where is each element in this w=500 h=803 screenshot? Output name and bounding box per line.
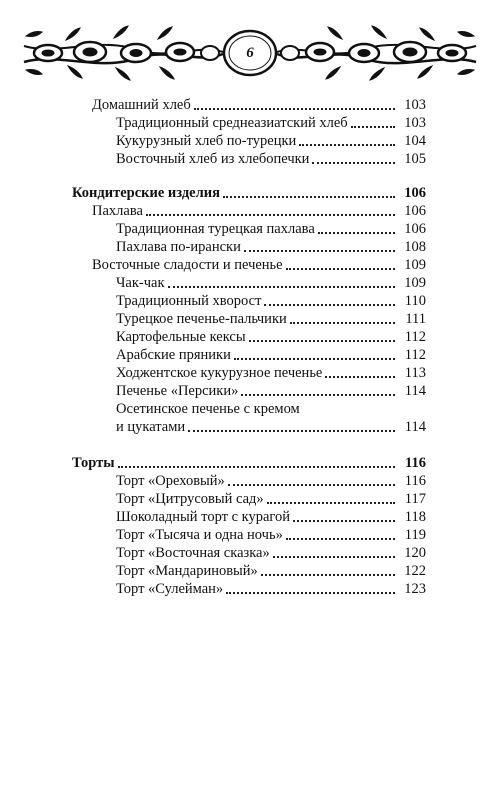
toc-entry-label: Восточные сладости и печенье — [92, 257, 283, 273]
toc-entry-label: Кукурузный хлеб по-турецки — [116, 133, 297, 149]
dot-leader — [188, 429, 395, 432]
toc-entry-page: 112 — [404, 329, 426, 345]
toc-entry — [116, 112, 426, 132]
toc-entry — [116, 488, 426, 508]
toc-entry-page: 104 — [404, 133, 426, 149]
toc-entry-label: Турецкое печенье-пальчики — [116, 311, 287, 327]
dot-leader — [228, 483, 395, 486]
toc-entry-page: 106 — [404, 203, 426, 219]
dot-leader — [325, 375, 395, 378]
toc-entry — [116, 130, 426, 150]
toc-entry-page: 116 — [404, 473, 426, 489]
toc-entry — [116, 148, 426, 168]
toc-entry-label: Печенье «Персики» — [116, 383, 239, 399]
dot-leader — [273, 555, 395, 558]
toc-entry-label: Торт «Мандариновый» — [116, 563, 258, 579]
toc-entry-page: 103 — [404, 115, 426, 131]
toc-entry-label: Традиционная турецкая пахлава — [116, 221, 315, 237]
toc-entry — [116, 560, 426, 580]
dot-leader — [194, 107, 395, 110]
dot-leader — [261, 573, 395, 576]
toc-entry — [92, 254, 426, 274]
toc-section-heading — [72, 182, 426, 202]
toc-entry — [116, 470, 426, 490]
toc-entry — [116, 326, 426, 346]
toc-entry-label: Торт «Сулейман» — [116, 581, 224, 597]
dot-leader — [241, 393, 395, 396]
toc-entry-label: Пахлава по-ирански — [116, 239, 241, 255]
toc-entry-page: 105 — [404, 151, 426, 167]
dot-leader — [244, 249, 395, 252]
toc-entry-page: 109 — [404, 257, 426, 273]
toc-entry-page: 123 — [404, 581, 426, 597]
dot-leader — [290, 321, 395, 324]
toc-entry-label: и цукатами — [116, 419, 186, 435]
toc-entry-page: 112 — [404, 347, 426, 363]
toc-entry-label: Торты — [72, 455, 115, 471]
toc-entry — [116, 506, 426, 526]
toc-entry-page: 114 — [404, 419, 426, 435]
toc-entry-page: 111 — [405, 311, 426, 327]
toc-entry — [116, 218, 426, 238]
toc-entry-label: Пахлава — [92, 203, 143, 219]
toc-entry — [116, 380, 426, 400]
toc-entry — [116, 362, 426, 382]
dot-leader — [351, 125, 395, 128]
toc-entry-label: Чак-чак — [116, 275, 165, 291]
toc-entry — [116, 290, 426, 310]
dot-leader — [226, 591, 395, 594]
toc-entry-page: 122 — [404, 563, 426, 579]
toc-entry-label: Традиционный хворост — [116, 293, 262, 309]
toc-entry-page: 110 — [404, 293, 426, 309]
toc-section-heading — [72, 452, 426, 472]
toc-entry-label: Традиционный среднеазиатский хлеб — [116, 115, 348, 131]
toc-entry-label: Картофельные кексы — [116, 329, 246, 345]
toc-entry — [116, 344, 426, 364]
dot-leader — [318, 231, 395, 234]
toc-entry-page: 116 — [405, 455, 426, 471]
toc-entry — [116, 542, 426, 562]
toc-entry-label: Домашний хлеб — [92, 97, 191, 113]
page-number: 6 — [246, 45, 254, 61]
toc-entry-label: Торт «Тысяча и одна ночь» — [116, 527, 283, 543]
toc-entry — [116, 272, 426, 292]
dot-leader — [286, 537, 395, 540]
toc-entry — [92, 94, 426, 114]
dot-leader — [223, 195, 395, 198]
dot-leader — [118, 465, 395, 468]
toc-entry-label: Торт «Восточная сказка» — [116, 545, 270, 561]
dot-leader — [267, 501, 395, 504]
toc-entry-page: 108 — [404, 239, 426, 255]
toc-entry — [116, 578, 426, 598]
toc-entry-page: 109 — [404, 275, 426, 291]
toc-entry-page: 120 — [404, 545, 426, 561]
dot-leader — [168, 285, 395, 288]
dot-leader — [293, 519, 395, 522]
toc-entry-label: Торт «Ореховый» — [116, 473, 225, 489]
toc-entry-label-first-line: Осетинское печенье с кремом — [116, 401, 300, 417]
dot-leader — [299, 143, 395, 146]
toc-entry-page: 114 — [404, 383, 426, 399]
toc-entry-page: 117 — [404, 491, 426, 507]
toc-entry-page: 103 — [404, 97, 426, 113]
toc-entry-page: 113 — [404, 365, 426, 381]
toc-entry-label: Восточный хлеб из хлебопечки — [116, 151, 310, 167]
dot-leader — [312, 161, 395, 164]
dot-leader — [249, 339, 395, 342]
toc-entry-label: Шоколадный торт с курагой — [116, 509, 291, 525]
toc-entry — [116, 524, 426, 544]
toc-entry — [116, 236, 426, 256]
toc-entry-page: 119 — [404, 527, 426, 543]
dot-leader — [286, 267, 395, 270]
toc-entry — [92, 200, 426, 220]
toc-entry — [116, 416, 426, 436]
dot-leader — [146, 213, 395, 216]
toc-entry-page: 106 — [404, 185, 426, 201]
toc-entry-label: Ходжентское кукурузное печенье — [116, 365, 323, 381]
dot-leader — [264, 303, 395, 306]
toc-entry-page: 106 — [404, 221, 426, 237]
toc-entry-label: Кондитерские изделия — [72, 185, 220, 201]
toc-entry-page: 118 — [404, 509, 426, 525]
toc-entry-label: Арабские пряники — [116, 347, 231, 363]
toc-entry-label: Торт «Цитрусовый сад» — [116, 491, 264, 507]
toc-entry — [116, 308, 426, 328]
dot-leader — [234, 357, 395, 360]
